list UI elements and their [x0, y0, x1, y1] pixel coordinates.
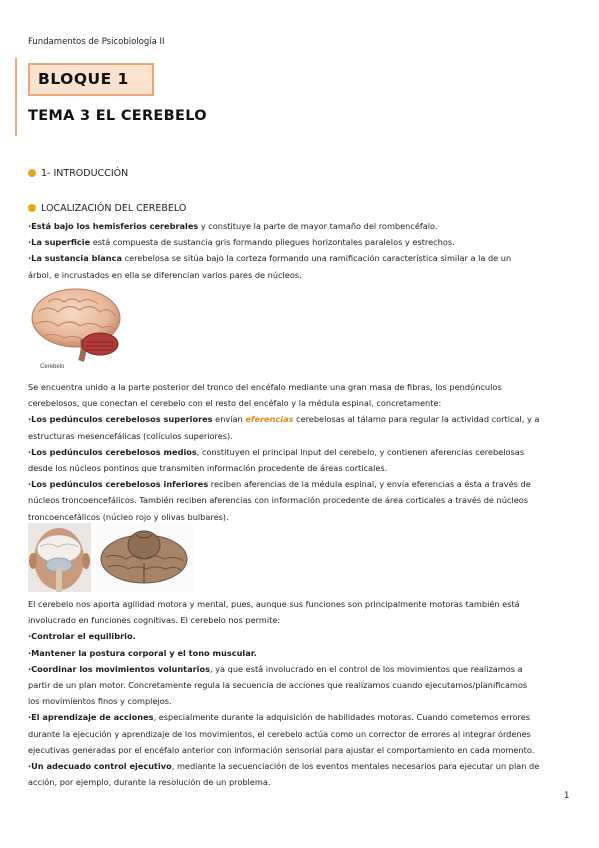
text-line: ·Controlar el equilibrio.	[28, 631, 136, 642]
text-line: Se encuentra unido a la parte posterior del tronco del encéfalo mediante una gran masa de fibras, los pendúnculos	[28, 382, 502, 392]
text-line: partir de un plan motor. Concretamente regula la secuencia de acciones que realizamos cuando ejecutamos/planificamos	[28, 680, 528, 691]
text-line: durante la ejecución y aprendizaje de los movimientos, el cerebelo actúa como un corrector de errores al integrar órdenes	[28, 728, 531, 739]
text-line: núcleos troncoencefálicos. También reciben aferencias con información procedente de área corticales a través de núcleos	[28, 495, 529, 506]
bullet-dot-icon	[28, 169, 36, 177]
block-title: BLOQUE 1	[28, 63, 154, 96]
brain-illustration	[28, 284, 134, 372]
text-line: ·Está bajo los hemisferios cerebrales y constituye la parte de mayor tamaño del rombencéfalo.	[28, 221, 438, 231]
text-line: ·La superficie está compuesta de sustancia gris formando pliegues horizontales paralelos y estrechos.	[28, 237, 455, 248]
text-line: ·Los pedúnculos cerebelosos medios, constituyen el principal input del cerebelo, y contienen aferencias cerebelosas	[28, 446, 525, 457]
section-localizacion: LOCALIZACIÓN DEL CEREBELO	[28, 203, 186, 214]
text-line: ·Los pedúnculos cerebelosos superiores envían eferencias cerebelosas al tálamo para regular la actividad cortical, y a	[28, 414, 540, 425]
topic-title: TEMA 3 EL CEREBELO	[28, 108, 207, 124]
localizacion-text	[28, 218, 573, 283]
text-line: ·Coordinar los movimientos voluntarios, ya que está involucrado en el control de los movimientos que realizamos a	[28, 663, 523, 674]
text-line: El cerebelo nos aporta agilidad motora y mental, pues, aunque sus funciones son principalmente motoras también está	[28, 599, 520, 609]
head-cerebellum-photo	[28, 523, 91, 592]
page-number: 1	[564, 791, 570, 801]
text-line: troncoencefálicos (núcleo rojo y olivas bulbares).	[28, 511, 229, 522]
text-line: cerebelosos, que conectan el cerebelo con el resto del encéfalo y la médula espinal, concretamente:	[28, 398, 442, 409]
accent-bar	[15, 58, 17, 136]
pedunculos-text	[28, 379, 573, 525]
text-line: los movimientos finos y complejos.	[28, 696, 172, 707]
running-header: Fundamentos de Psicobiología II	[28, 37, 165, 47]
text-line: estructuras mesencefálicas (colículos superiores).	[28, 430, 233, 441]
text-line: involucrado en funciones cognitivas. El cerebelo nos permite:	[28, 615, 281, 626]
figure-caption: Cerebelo	[40, 364, 65, 370]
text-line: ·Los pedúnculos cerebelosos inferiores reciben aferencias de la médula espinal, y envía eferencias a ésta a través de	[28, 479, 531, 490]
text-line: ·Mantener la postura corporal y el tono muscular.	[28, 647, 257, 658]
text-line: ejecutivas generadas por el encéfalo anterior con información sensorial para ajustar el comportamiento en cada momento.	[28, 744, 535, 755]
cerebellum-specimen-photo	[96, 523, 193, 592]
text-line: ·El aprendizaje de acciones, especialmente durante la adquisición de habilidades motoras. Cuando cometemos errores	[28, 712, 531, 723]
text-line: ·Un adecuado control ejecutivo, mediante la secuenciación de los eventos mentales necesarios para ejecutar un plan de	[28, 761, 540, 772]
section-intro: 1- INTRODUCCIÓN	[28, 168, 128, 179]
text-line: árbol, e incrustados en ella se diferencian varios pares de núcleos.	[28, 269, 302, 280]
bullet-dot-icon	[28, 204, 36, 212]
text-line: acción, por ejemplo, durante la resolución de un problema.	[28, 777, 271, 788]
text-line: ·La sustancia blanca cerebelosa se sitúa bajo la corteza formando una ramificación característica similar a la de un	[28, 253, 512, 264]
funciones-text	[28, 596, 573, 790]
text-line: desde los núcleos pontinos que transmiten información procedente de áreas corticales.	[28, 463, 388, 474]
